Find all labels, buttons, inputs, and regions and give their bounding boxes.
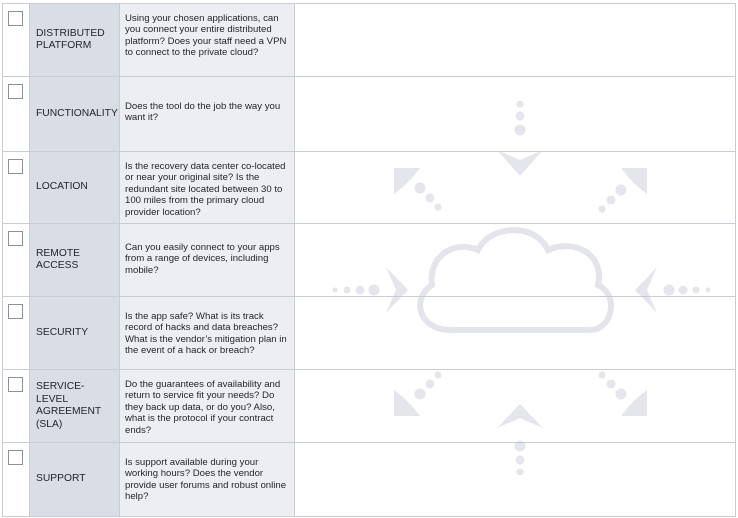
category-cell: DISTRIBUTED PLATFORM — [30, 4, 120, 77]
description-text: Using your chosen applications, can you connect your entire distributed platform? Does your staff need a VPN to connect to the private cloud? — [125, 13, 287, 59]
description-cell — [120, 297, 295, 370]
description-cell — [120, 224, 295, 297]
notes-cell[interactable] — [295, 4, 736, 77]
checkbox-cell — [3, 297, 30, 370]
description-text: Can you easily connect to your apps from a range of devices, including mobile? — [125, 242, 280, 276]
description-cell — [120, 77, 295, 152]
checkbox-cell — [3, 4, 30, 77]
category-cell: LOCATION — [30, 152, 120, 224]
checkbox-cell — [3, 443, 30, 517]
checkbox-cell — [3, 224, 30, 297]
description-text: Is support available during your working hours? Does the vendor provide user forums and robust online help? — [125, 457, 287, 503]
notes-cell[interactable] — [295, 297, 736, 370]
checkbox-cell — [3, 77, 30, 152]
checkbox-remote-access[interactable] — [8, 231, 23, 246]
description-cell — [120, 152, 295, 224]
description-text: Does the tool do the job the way you want it? — [125, 101, 281, 124]
checkbox-sla[interactable] — [8, 377, 23, 392]
checklist-row — [3, 77, 736, 152]
notes-cell[interactable] — [295, 224, 736, 297]
cloud-evaluation-checklist — [2, 3, 736, 517]
checkbox-cell — [3, 152, 30, 224]
checkbox-functionality[interactable] — [8, 84, 23, 99]
category-cell: SUPPORT — [30, 443, 120, 517]
checklist-row — [3, 4, 736, 77]
category-cell: REMOTE ACCESS — [30, 224, 120, 297]
description-cell — [120, 443, 295, 517]
description-text: Is the recovery data center co-located or near your original site? Is the redundant site located between 30 to 100 miles from the primary cloud provider location? — [125, 161, 286, 218]
checkbox-support[interactable] — [8, 450, 23, 465]
notes-cell[interactable] — [295, 77, 736, 152]
notes-cell[interactable] — [295, 370, 736, 443]
category-cell: FUNCTIONALITY — [30, 77, 120, 152]
checkbox-security[interactable] — [8, 304, 23, 319]
description-cell — [120, 4, 295, 77]
notes-cell[interactable] — [295, 443, 736, 517]
checkbox-distributed-platform[interactable] — [8, 11, 23, 26]
checkbox-cell — [3, 370, 30, 443]
checklist-row — [3, 224, 736, 297]
checklist-row — [3, 443, 736, 517]
description-cell — [120, 370, 295, 443]
notes-cell[interactable] — [295, 152, 736, 224]
checklist-row — [3, 370, 736, 443]
checklist-row — [3, 152, 736, 224]
checkbox-location[interactable] — [8, 159, 23, 174]
category-cell: SECURITY — [30, 297, 120, 370]
checklist-row — [3, 297, 736, 370]
description-text: Do the guarantees of availability and return to service fit your needs? Do they back up data, or do you? Also, what is the protocol if your contract ends? — [125, 379, 281, 436]
category-cell: SERVICE-LEVEL AGREEMENT (SLA) — [30, 370, 120, 443]
description-text: Is the app safe? What is its track record of hacks and data breaches? What is the vendor’s mitigation plan in the event of a hack or breach? — [125, 311, 287, 357]
